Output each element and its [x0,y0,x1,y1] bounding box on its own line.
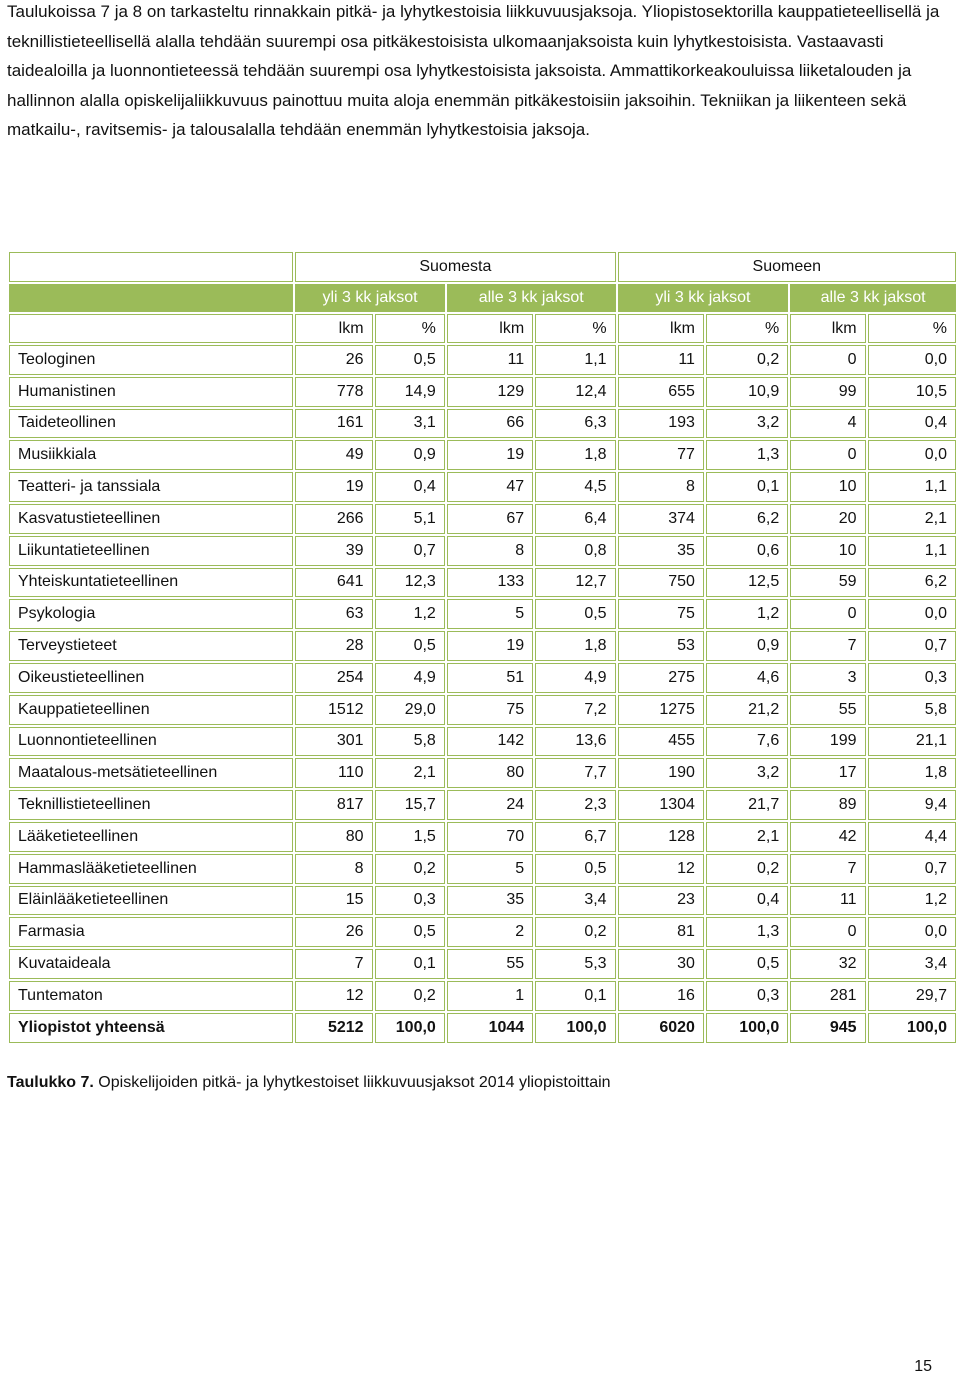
row-value: 75 [447,695,533,725]
row-value: 11 [447,345,533,375]
header-unit: % [535,314,615,343]
row-value: 23 [618,886,704,916]
table-row [9,472,956,502]
row-value: 100,0 [706,1013,788,1043]
row-value: 12,3 [375,568,445,598]
row-value: 3,2 [706,758,788,788]
row-value: 3,4 [535,886,615,916]
row-value: 6020 [618,1013,704,1043]
row-value: 1,2 [375,599,445,629]
row-value: 0,6 [706,536,788,566]
row-value: 5,8 [375,727,445,757]
row-value: 29,7 [868,981,956,1011]
row-value: 5,3 [535,949,615,979]
row-value: 0,2 [706,345,788,375]
row-value: 6,3 [535,409,615,439]
row-value: 0,0 [868,599,956,629]
row-value: 1,3 [706,440,788,470]
row-value: 12 [295,981,372,1011]
row-value: 12,5 [706,568,788,598]
table-row [9,949,956,979]
table-row [9,599,956,629]
table-row [9,663,956,693]
row-value: 4,9 [375,663,445,693]
header-unit: % [868,314,956,343]
row-value: 945 [790,1013,865,1043]
row-value: 0,9 [706,631,788,661]
header-group-suomesta: Suomesta [295,252,615,282]
row-value: 455 [618,727,704,757]
row-value: 32 [790,949,865,979]
row-label: Yhteiskuntatieteellinen [9,568,293,598]
caption-label: Taulukko 7. [7,1074,94,1091]
row-value: 59 [790,568,865,598]
row-value: 0,1 [375,949,445,979]
row-value: 20 [790,504,865,534]
row-label: Luonnontieteellinen [9,727,293,757]
row-label: Kauppatieteellinen [9,695,293,725]
row-value: 254 [295,663,372,693]
row-value: 5 [447,599,533,629]
header-blank-green-cell [9,284,293,312]
mobility-table-container [7,250,958,1045]
mobility-table [7,250,958,1045]
table-row [9,631,956,661]
row-label: Yliopistot yhteensä [9,1013,293,1043]
row-value: 12,4 [535,377,615,407]
row-value: 80 [447,758,533,788]
row-value: 30 [618,949,704,979]
header-unit: lkm [618,314,704,343]
row-value: 0,4 [375,472,445,502]
row-value: 4 [790,409,865,439]
header-subgroup-2: alle 3 kk jaksot [447,284,616,312]
table-row [9,440,956,470]
header-group-suomeen: Suomeen [618,252,956,282]
row-value: 7,6 [706,727,788,757]
row-value: 47 [447,472,533,502]
row-value: 24 [447,790,533,820]
row-value: 0,3 [706,981,788,1011]
row-value: 750 [618,568,704,598]
row-label: Tuntematon [9,981,293,1011]
row-value: 0,3 [375,886,445,916]
row-value: 2,1 [375,758,445,788]
row-label: Psykologia [9,599,293,629]
row-label: Lääketieteellinen [9,822,293,852]
row-value: 0 [790,917,865,947]
row-value: 19 [295,472,372,502]
table-total-row [9,1013,956,1043]
row-value: 0 [790,440,865,470]
row-value: 6,7 [535,822,615,852]
row-value: 2,1 [706,822,788,852]
row-value: 1,2 [706,599,788,629]
row-value: 5212 [295,1013,372,1043]
row-value: 21,1 [868,727,956,757]
row-value: 1,2 [868,886,956,916]
row-value: 28 [295,631,372,661]
header-unit: % [706,314,788,343]
row-value: 1,1 [868,472,956,502]
row-value: 1275 [618,695,704,725]
row-value: 0,7 [868,854,956,884]
row-value: 2,1 [868,504,956,534]
row-value: 81 [618,917,704,947]
table-row [9,917,956,947]
table-row [9,409,956,439]
row-value: 7,7 [535,758,615,788]
row-value: 281 [790,981,865,1011]
row-value: 100,0 [375,1013,445,1043]
row-value: 42 [790,822,865,852]
row-value: 0,7 [375,536,445,566]
row-value: 0,2 [706,854,788,884]
row-value: 199 [790,727,865,757]
row-value: 1044 [447,1013,533,1043]
row-value: 1 [447,981,533,1011]
row-value: 190 [618,758,704,788]
row-value: 14,9 [375,377,445,407]
row-value: 4,9 [535,663,615,693]
row-value: 0 [790,345,865,375]
row-value: 12 [618,854,704,884]
row-value: 1512 [295,695,372,725]
row-value: 641 [295,568,372,598]
row-value: 9,4 [868,790,956,820]
header-unit: lkm [447,314,533,343]
table-row [9,981,956,1011]
header-unit: % [375,314,445,343]
row-value: 35 [447,886,533,916]
row-label: Humanistinen [9,377,293,407]
row-value: 1,8 [535,440,615,470]
row-value: 0,5 [706,949,788,979]
row-value: 100,0 [535,1013,615,1043]
row-value: 0,2 [535,917,615,947]
row-value: 142 [447,727,533,757]
row-value: 10,9 [706,377,788,407]
row-value: 0,7 [868,631,956,661]
row-value: 133 [447,568,533,598]
row-value: 1,8 [535,631,615,661]
row-value: 29,0 [375,695,445,725]
row-value: 13,6 [535,727,615,757]
table-row [9,727,956,757]
table-row [9,345,956,375]
row-value: 0,5 [375,917,445,947]
row-value: 26 [295,917,372,947]
row-value: 0,4 [706,886,788,916]
row-value: 39 [295,536,372,566]
row-value: 0 [790,599,865,629]
header-group-row [9,252,956,282]
table-row [9,854,956,884]
header-blank-cell [9,252,293,282]
row-label: Hammaslääketieteellinen [9,854,293,884]
row-value: 3,4 [868,949,956,979]
row-value: 4,6 [706,663,788,693]
row-label: Maatalous-metsätieteellinen [9,758,293,788]
row-value: 10 [790,472,865,502]
row-value: 1304 [618,790,704,820]
row-value: 66 [447,409,533,439]
header-units-row [9,314,956,343]
row-value: 4,5 [535,472,615,502]
row-value: 99 [790,377,865,407]
row-value: 10,5 [868,377,956,407]
row-value: 0,5 [535,599,615,629]
row-value: 15 [295,886,372,916]
row-value: 1,5 [375,822,445,852]
row-value: 17 [790,758,865,788]
row-value: 128 [618,822,704,852]
row-value: 1,1 [868,536,956,566]
row-label: Taideteollinen [9,409,293,439]
table-row [9,695,956,725]
caption-text: Opiskelijoiden pitkä- ja lyhytkestoiset liikkuvuusjaksot 2014 yliopistoittain [93,1074,611,1091]
row-value: 11 [618,345,704,375]
table-row [9,377,956,407]
table-row [9,504,956,534]
row-value: 8 [618,472,704,502]
table-body [9,345,956,1043]
header-units-blank [9,314,293,343]
intro-paragraph: Taulukoissa 7 ja 8 on tarkasteltu rinnakkain pitkä- ja lyhytkestoisia liikkuvuusjaksoja. Yliopistosektorilla kauppatieteellisellä ja teknillistieteellisellä alalla tehdään suurempi osa pitkäkestoisista ulkomaanjaksoista kuin lyhytkestoisista. Vastaavasti taidealoilla ja luonnontieteessä tehdään suurempi osa lyhytkestoisista jaksoista. Ammattikorkeakouluissa liiketalouden ja hallinnon alalla opiskelijaliikkuvuus painottuu muita aloja enemmän pitkäkestoisiin jaksoihin. Tekniikan ja liikenteen sekä matkailu-, ravitsemis- ja talousalalla tehdään enemmän lyhytkestoisia jaksoja. [7,2,940,139]
row-label: Musiikkiala [9,440,293,470]
row-value: 19 [447,631,533,661]
row-value: 11 [790,886,865,916]
row-value: 19 [447,440,533,470]
table-row [9,568,956,598]
row-value: 0,4 [868,409,956,439]
row-value: 0,9 [375,440,445,470]
row-label: Teologinen [9,345,293,375]
table-caption [7,1074,611,1092]
row-value: 67 [447,504,533,534]
header-subgroup-row [9,284,956,312]
row-value: 7 [790,631,865,661]
table-row [9,790,956,820]
row-value: 89 [790,790,865,820]
row-value: 6,4 [535,504,615,534]
table-row [9,822,956,852]
header-subgroup-1: yli 3 kk jaksot [295,284,445,312]
row-value: 3,1 [375,409,445,439]
row-value: 80 [295,822,372,852]
row-value: 6,2 [706,504,788,534]
row-value: 6,2 [868,568,956,598]
row-label: Teatteri- ja tanssiala [9,472,293,502]
header-unit: lkm [295,314,372,343]
table-row [9,536,956,566]
row-value: 0,1 [535,981,615,1011]
row-value: 70 [447,822,533,852]
row-value: 26 [295,345,372,375]
row-value: 75 [618,599,704,629]
row-value: 0,0 [868,345,956,375]
row-label: Eläinlääketieteellinen [9,886,293,916]
row-label: Kuvataideala [9,949,293,979]
row-label: Terveystieteet [9,631,293,661]
table-row [9,886,956,916]
row-value: 15,7 [375,790,445,820]
row-value: 4,4 [868,822,956,852]
row-value: 1,1 [535,345,615,375]
row-value: 5 [447,854,533,884]
row-value: 77 [618,440,704,470]
row-value: 0,8 [535,536,615,566]
header-unit: lkm [790,314,865,343]
header-subgroup-4: alle 3 kk jaksot [790,284,956,312]
page-number: 15 [914,1358,932,1375]
row-value: 21,7 [706,790,788,820]
row-value: 374 [618,504,704,534]
row-value: 2,3 [535,790,615,820]
row-value: 8 [295,854,372,884]
row-value: 51 [447,663,533,693]
header-subgroup-3: yli 3 kk jaksot [618,284,789,312]
row-value: 1,8 [868,758,956,788]
row-value: 110 [295,758,372,788]
row-value: 8 [447,536,533,566]
row-value: 5,1 [375,504,445,534]
row-value: 778 [295,377,372,407]
row-value: 63 [295,599,372,629]
row-value: 266 [295,504,372,534]
row-value: 3 [790,663,865,693]
row-value: 817 [295,790,372,820]
row-value: 0,5 [535,854,615,884]
row-value: 7 [295,949,372,979]
row-value: 100,0 [868,1013,956,1043]
row-value: 161 [295,409,372,439]
row-value: 0,5 [375,345,445,375]
row-value: 0,2 [375,854,445,884]
row-value: 275 [618,663,704,693]
row-value: 0,5 [375,631,445,661]
row-value: 3,2 [706,409,788,439]
row-value: 16 [618,981,704,1011]
row-value: 0,0 [868,440,956,470]
row-label: Teknillistieteellinen [9,790,293,820]
row-value: 55 [790,695,865,725]
row-value: 2 [447,917,533,947]
row-value: 49 [295,440,372,470]
row-value: 35 [618,536,704,566]
row-value: 12,7 [535,568,615,598]
row-value: 7,2 [535,695,615,725]
row-value: 0,2 [375,981,445,1011]
row-value: 655 [618,377,704,407]
row-label: Kasvatustieteellinen [9,504,293,534]
row-label: Farmasia [9,917,293,947]
row-value: 55 [447,949,533,979]
row-label: Oikeustieteellinen [9,663,293,693]
row-value: 0,0 [868,917,956,947]
table-row [9,758,956,788]
row-value: 193 [618,409,704,439]
row-value: 21,2 [706,695,788,725]
row-value: 129 [447,377,533,407]
row-value: 7 [790,854,865,884]
row-value: 0,3 [868,663,956,693]
row-value: 53 [618,631,704,661]
row-value: 5,8 [868,695,956,725]
row-value: 301 [295,727,372,757]
row-value: 10 [790,536,865,566]
row-label: Liikuntatieteellinen [9,536,293,566]
row-value: 1,3 [706,917,788,947]
row-value: 0,1 [706,472,788,502]
